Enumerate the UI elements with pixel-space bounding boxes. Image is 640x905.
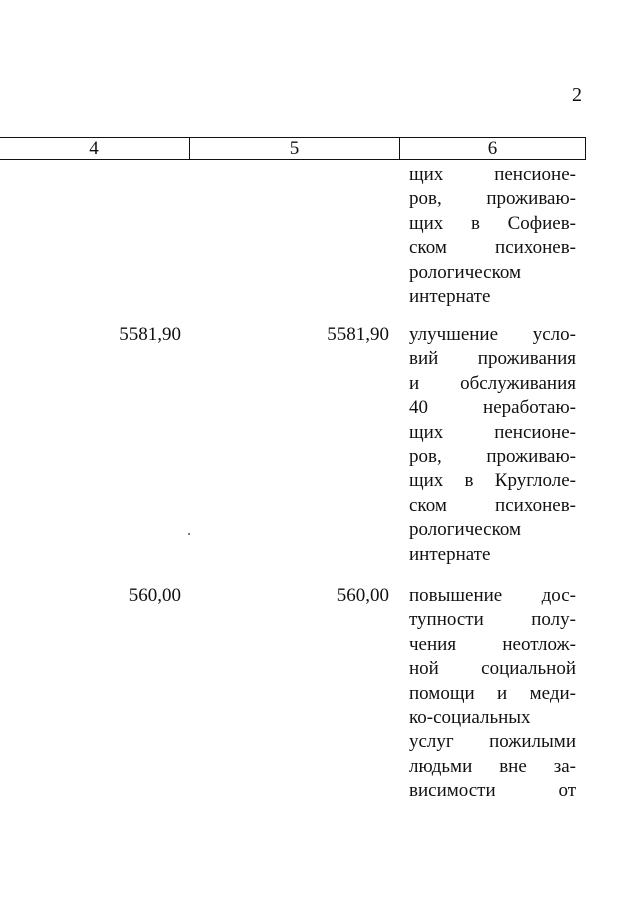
description-line: щих в Круглоле- [409, 470, 576, 492]
description-line: интернате [409, 285, 491, 307]
row-description [409, 323, 576, 567]
description-line: ров, проживаю- [409, 445, 576, 467]
scan-speck [188, 533, 190, 535]
description-line: ском психонев- [409, 237, 576, 259]
amount-column-4: 5581,90 [119, 324, 181, 345]
description-line: вий проживания [409, 348, 576, 370]
description-line: чения неотлож- [409, 633, 576, 655]
page-number: 2 [572, 84, 582, 106]
description-line: рологическом [409, 261, 522, 283]
description-line: ском психонев- [409, 494, 576, 516]
description-line: висимости от [409, 780, 576, 802]
description-line: ров, проживаю- [409, 188, 576, 210]
description-line: 40 неработаю- [409, 397, 576, 419]
description-line: ной социальной [409, 658, 576, 680]
description-line: повышение дос- [409, 585, 576, 606]
description-line: интернате [409, 543, 491, 565]
description-line: и обслуживания [409, 372, 576, 394]
row-description [409, 584, 576, 804]
column-header-4: 4 [0, 138, 190, 160]
description-line: щих пенсионе- [409, 421, 576, 443]
description-line: услуг пожилыми [409, 731, 576, 753]
column-header-5: 5 [190, 138, 400, 160]
amount-column-5: 560,00 [336, 585, 389, 606]
description-line: людьми вне за- [409, 755, 576, 777]
description-line: щих пенсионе- [409, 164, 576, 185]
column-header-6: 6 [400, 138, 586, 160]
row-description [409, 163, 576, 309]
description-line: ко-социальных [409, 706, 531, 728]
table-header [0, 137, 586, 160]
amount-column-5: 5581,90 [327, 324, 389, 345]
description-line: рологическом [409, 519, 522, 541]
description-line: улучшение усло- [409, 324, 576, 345]
description-line: щих в Софиев- [409, 212, 576, 234]
description-line: помощи и меди- [409, 682, 576, 704]
amount-column-4: 560,00 [128, 585, 181, 606]
description-line: тупности полу- [409, 609, 576, 631]
